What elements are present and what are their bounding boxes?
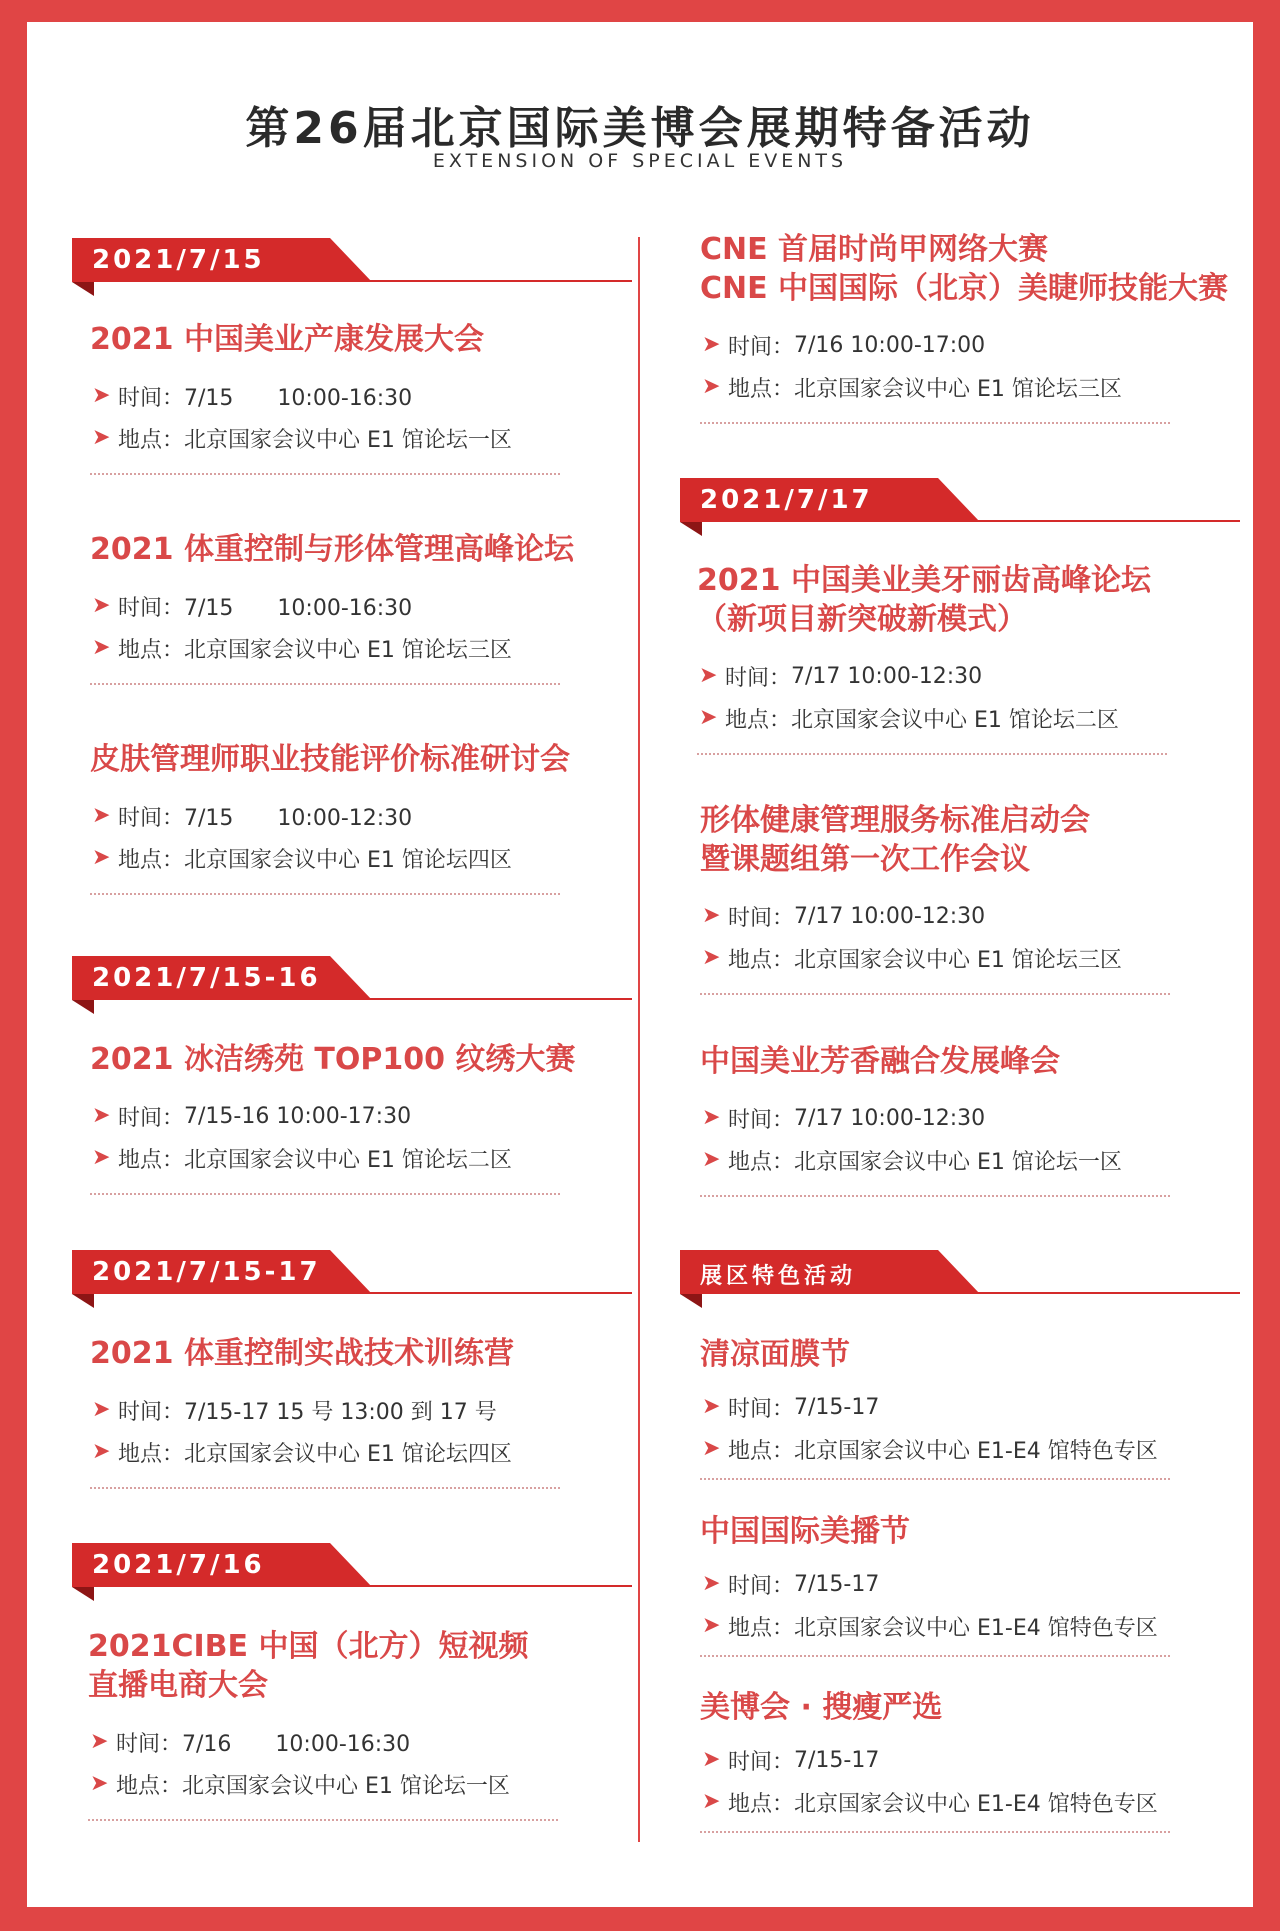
arrow-icon: ➤ <box>702 903 721 928</box>
event-place: 北京国家会议中心 E1-E4 馆特色专区 <box>794 1791 1158 1817</box>
place-label: 地点： <box>728 947 795 973</box>
event-time-row <box>700 1097 1220 1139</box>
time-label: 时间： <box>118 385 185 411</box>
place-label: 地点： <box>725 707 792 733</box>
arrow-icon: ➤ <box>92 803 111 828</box>
date-banner-0717 <box>680 478 1180 538</box>
event-place-row <box>90 1431 610 1473</box>
banner-label: 2021/7/15 <box>92 245 265 275</box>
event-place: 北京国家会议中心 E1 馆论坛三区 <box>794 376 1122 402</box>
arrow-icon: ➤ <box>90 1771 109 1796</box>
event-time: 7/15-17 15 号 13:00 到 17 号 <box>184 1399 497 1425</box>
event-time: 7/15-17 <box>794 1571 880 1597</box>
event-place-row <box>90 627 610 669</box>
event-place: 北京国家会议中心 E1 馆论坛一区 <box>794 1149 1122 1175</box>
arrow-icon: ➤ <box>92 635 111 660</box>
banner-label: 2021/7/15-16 <box>92 963 321 993</box>
event-item <box>700 1512 1220 1657</box>
event-title-line2: 暨课题组第一次工作会议 <box>700 842 1030 877</box>
time-label: 时间： <box>118 805 185 831</box>
event-time: 7/17 10:00-12:30 <box>794 1105 986 1131</box>
place-label: 地点： <box>118 637 185 663</box>
arrow-icon: ➤ <box>702 374 721 399</box>
dotted-separator <box>90 893 560 895</box>
event-place: 北京国家会议中心 E1 馆论坛三区 <box>794 947 1122 973</box>
event-place-row <box>700 1428 1220 1470</box>
event-time-row <box>700 1386 1220 1428</box>
arrow-icon: ➤ <box>699 663 718 688</box>
banner-label: 2021/7/16 <box>92 1550 265 1580</box>
event-place-row <box>700 1605 1220 1647</box>
event-title: 形体健康管理服务标准启动会 <box>700 803 1090 838</box>
event-title: 2021 中国美业产康发展大会 <box>90 322 484 357</box>
place-label: 地点： <box>116 1773 183 1799</box>
dotted-separator <box>700 1195 1170 1197</box>
date-banner-0715 <box>72 238 572 298</box>
event-place: 北京国家会议中心 E1 馆论坛一区 <box>182 1773 510 1799</box>
place-label: 地点： <box>728 1149 795 1175</box>
dotted-separator <box>700 1478 1170 1480</box>
event-item <box>697 561 1217 755</box>
special-events-banner <box>680 1250 1180 1310</box>
arrow-icon: ➤ <box>702 1147 721 1172</box>
time-label: 时间： <box>118 1399 185 1425</box>
dotted-separator <box>90 1487 560 1489</box>
arrow-icon: ➤ <box>702 1436 721 1461</box>
event-place-row <box>88 1763 608 1805</box>
event-time-row <box>700 895 1220 937</box>
arrow-icon: ➤ <box>92 1397 111 1422</box>
event-place: 北京国家会议中心 E1 馆论坛二区 <box>184 1147 512 1173</box>
place-label: 地点： <box>728 1438 795 1464</box>
event-place-row <box>700 366 1220 408</box>
place-label: 地点： <box>728 376 795 402</box>
dotted-separator <box>697 753 1167 755</box>
event-time: 7/15-17 <box>794 1394 880 1420</box>
event-title: 中国美业芳香融合发展峰会 <box>700 1044 1060 1079</box>
event-time-row <box>700 1739 1220 1781</box>
dotted-separator <box>90 1193 560 1195</box>
arrow-icon: ➤ <box>92 383 111 408</box>
event-time-row <box>90 795 610 837</box>
event-place: 北京国家会议中心 E1 馆论坛一区 <box>184 427 512 453</box>
event-title: 美博会 · 搜瘦严选 <box>700 1690 943 1725</box>
event-item <box>90 1334 610 1489</box>
event-time: 7/15 10:00-12:30 <box>184 805 413 831</box>
arrow-icon: ➤ <box>699 705 718 730</box>
event-title-line2: 直播电商大会 <box>88 1668 268 1703</box>
event-time-row <box>697 655 1217 697</box>
place-label: 地点： <box>118 847 185 873</box>
time-label: 时间： <box>728 1396 795 1422</box>
time-label: 时间： <box>728 1107 795 1133</box>
place-label: 地点： <box>728 1615 795 1641</box>
arrow-icon: ➤ <box>702 1747 721 1772</box>
event-time: 7/16 10:00-17:00 <box>794 332 986 358</box>
event-item <box>700 230 1229 424</box>
event-time: 7/17 10:00-12:30 <box>794 903 986 929</box>
event-item <box>90 1040 610 1195</box>
time-label: 时间： <box>728 334 795 360</box>
event-item <box>700 1042 1220 1197</box>
event-place-row <box>700 1781 1220 1823</box>
place-label: 地点： <box>118 1441 185 1467</box>
event-title: 2021 冰洁绣苑 TOP100 纹绣大赛 <box>90 1042 576 1077</box>
arrow-icon: ➤ <box>92 1439 111 1464</box>
dotted-separator <box>700 1655 1170 1657</box>
arrow-icon: ➤ <box>90 1729 109 1754</box>
event-place: 北京国家会议中心 E1-E4 馆特色专区 <box>794 1615 1158 1641</box>
dotted-separator <box>90 473 560 475</box>
time-label: 时间： <box>728 905 795 931</box>
time-label: 时间： <box>728 1749 795 1775</box>
dotted-separator <box>700 993 1170 995</box>
arrow-icon: ➤ <box>92 1145 111 1170</box>
event-place: 北京国家会议中心 E1-E4 馆特色专区 <box>794 1438 1158 1464</box>
arrow-icon: ➤ <box>92 593 111 618</box>
event-time: 7/15-17 <box>794 1747 880 1773</box>
arrow-icon: ➤ <box>702 945 721 970</box>
event-item <box>700 1688 1220 1833</box>
arrow-icon: ➤ <box>92 425 111 450</box>
event-time-row <box>700 324 1220 366</box>
event-time-row <box>90 1389 610 1431</box>
event-time: 7/17 10:00-12:30 <box>791 663 983 689</box>
dotted-separator <box>88 1819 558 1821</box>
event-item <box>90 320 610 475</box>
event-title: 2021 体重控制与形体管理高峰论坛 <box>90 532 574 567</box>
arrow-icon: ➤ <box>702 1613 721 1638</box>
event-place: 北京国家会议中心 E1 馆论坛四区 <box>184 1441 512 1467</box>
banner-label: 2021/7/15-17 <box>92 1257 321 1287</box>
event-place-row <box>90 1137 610 1179</box>
arrow-icon: ➤ <box>702 1394 721 1419</box>
event-item <box>88 1627 608 1821</box>
event-time: 7/15 10:00-16:30 <box>184 385 413 411</box>
event-title-line2: （新项目新突破新模式） <box>697 602 1027 637</box>
event-time-row <box>700 1563 1220 1605</box>
event-title: 皮肤管理师职业技能评价标准研讨会 <box>90 742 570 777</box>
date-banner-0715-16 <box>72 956 572 1016</box>
date-banner-0716 <box>72 1543 572 1603</box>
place-label: 地点： <box>118 1147 185 1173</box>
event-place-row <box>90 837 610 879</box>
event-place-row <box>700 937 1220 979</box>
event-place-row <box>90 417 610 459</box>
column-divider <box>638 237 640 1842</box>
event-title: CNE 首届时尚甲网络大赛 <box>700 232 1049 267</box>
event-time-row <box>90 585 610 627</box>
event-time-row <box>88 1721 608 1763</box>
time-label: 时间： <box>725 665 792 691</box>
arrow-icon: ➤ <box>702 332 721 357</box>
time-label: 时间： <box>118 595 185 621</box>
event-place: 北京国家会议中心 E1 馆论坛四区 <box>184 847 512 873</box>
event-title: 2021 体重控制实战技术训练营 <box>90 1336 514 1371</box>
time-label: 时间： <box>116 1731 183 1757</box>
banner-label: 2021/7/17 <box>700 485 873 515</box>
event-time: 7/15 10:00-16:30 <box>184 595 413 621</box>
event-place-row <box>700 1139 1220 1181</box>
banner-label: 展区特色活动 <box>700 1264 857 1289</box>
event-time: 7/15-16 10:00-17:30 <box>184 1103 412 1129</box>
event-item <box>700 801 1220 995</box>
place-label: 地点： <box>728 1791 795 1817</box>
event-time-row <box>90 1095 610 1137</box>
date-banner-0715-17 <box>72 1250 572 1310</box>
event-time: 7/16 10:00-16:30 <box>182 1731 411 1757</box>
event-item <box>90 530 610 685</box>
event-title: 2021 中国美业美牙丽齿高峰论坛 <box>697 563 1151 598</box>
event-time-row <box>90 375 610 417</box>
place-label: 地点： <box>118 427 185 453</box>
dotted-separator <box>700 1831 1170 1833</box>
arrow-icon: ➤ <box>702 1571 721 1596</box>
event-title: 2021CIBE 中国（北方）短视频 <box>88 1629 529 1664</box>
dotted-separator <box>700 422 1170 424</box>
page-title: 第26届北京国际美博会展期特备活动 <box>245 103 1035 154</box>
page-subtitle: EXTENSION OF SPECIAL EVENTS <box>432 150 848 172</box>
event-place-row <box>697 697 1217 739</box>
time-label: 时间： <box>118 1105 185 1131</box>
arrow-icon: ➤ <box>92 1103 111 1128</box>
arrow-icon: ➤ <box>702 1105 721 1130</box>
event-title: 中国国际美播节 <box>700 1514 910 1549</box>
event-title-line2: CNE 中国国际（北京）美睫师技能大赛 <box>700 271 1229 306</box>
event-item <box>700 1335 1220 1480</box>
time-label: 时间： <box>728 1573 795 1599</box>
arrow-icon: ➤ <box>702 1789 721 1814</box>
arrow-icon: ➤ <box>92 845 111 870</box>
event-place: 北京国家会议中心 E1 馆论坛三区 <box>184 637 512 663</box>
dotted-separator <box>90 683 560 685</box>
event-item <box>90 740 610 895</box>
event-place: 北京国家会议中心 E1 馆论坛二区 <box>791 707 1119 733</box>
event-title: 清凉面膜节 <box>700 1337 850 1372</box>
